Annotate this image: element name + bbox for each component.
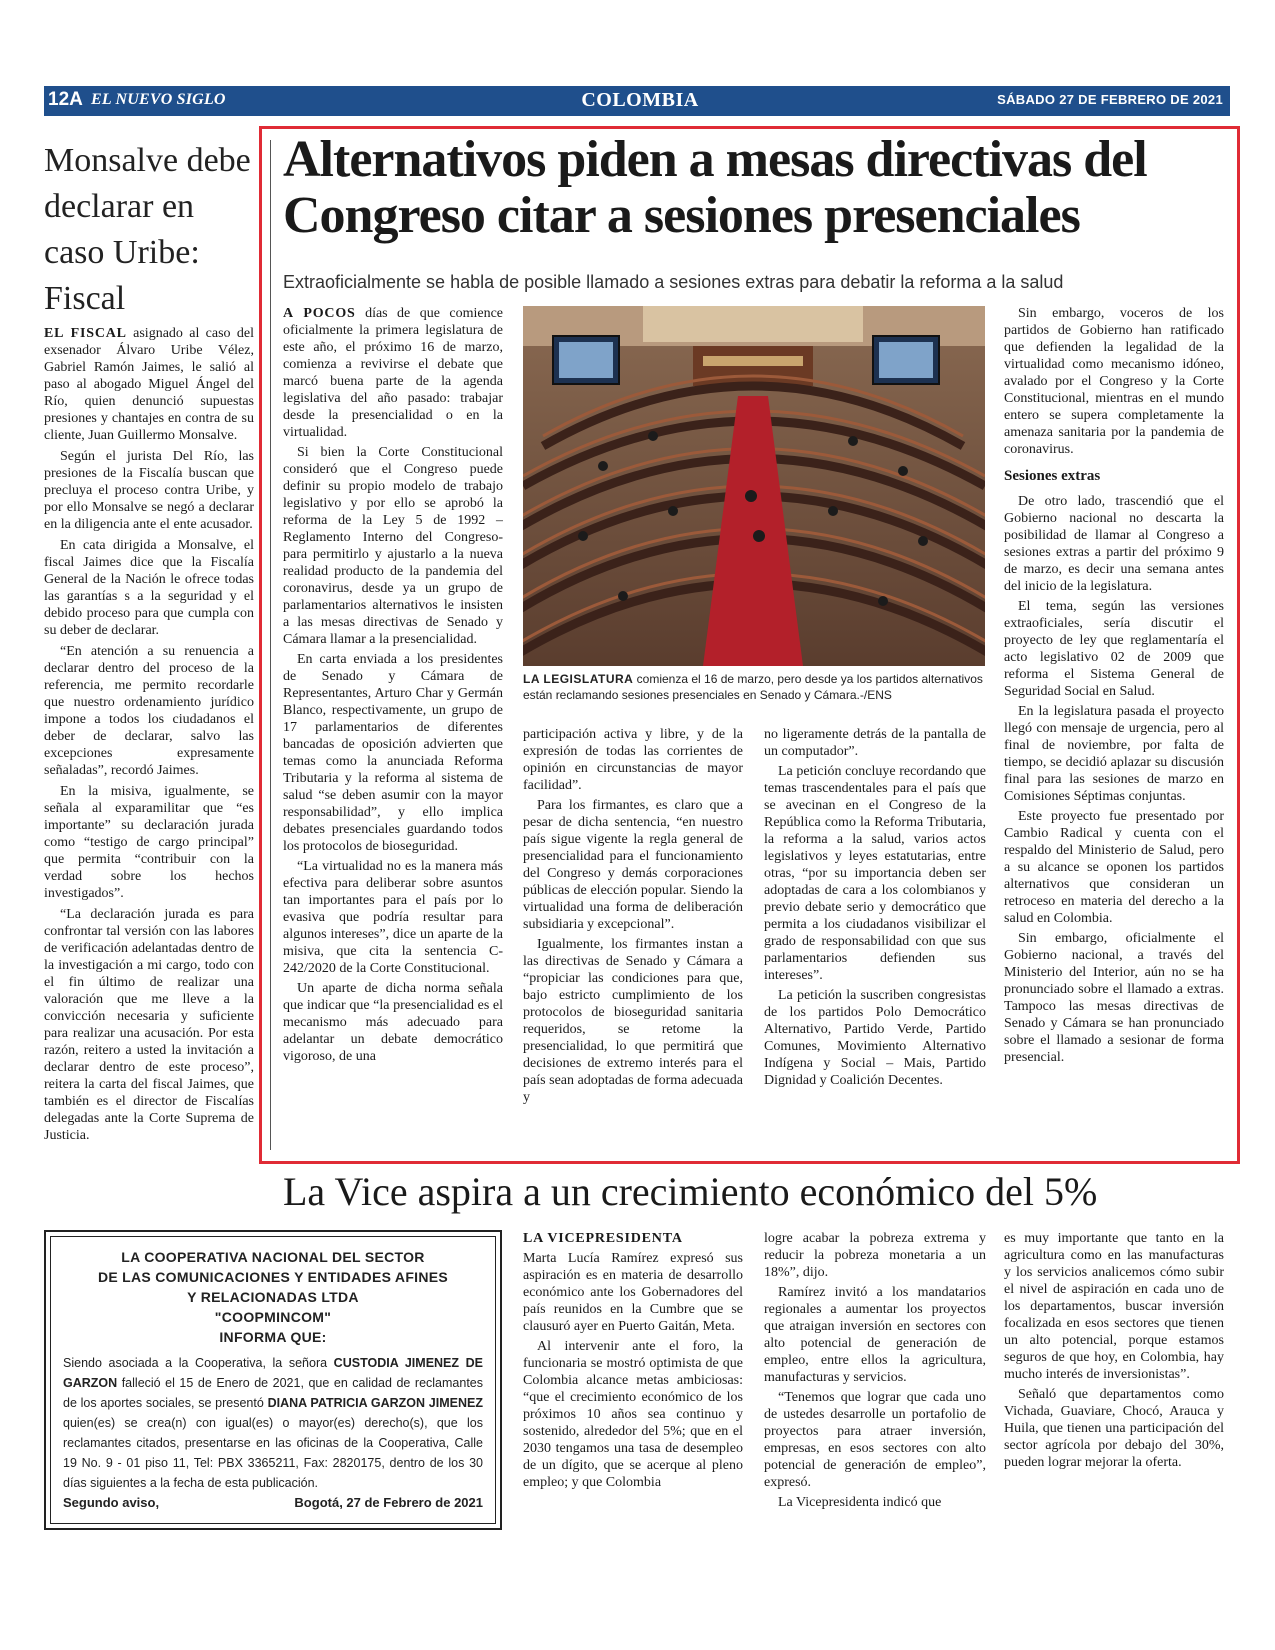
caption-text: comienza el 16 de marzo, pero desde ya los partidos alternativos están reclamando sesiones presenciales en Senado y Cámara.-/ENS <box>523 672 983 702</box>
main-lead: A POCOS <box>283 306 356 321</box>
sidebar-paragraph: “La declaración jurada es para confrontar tal versión con las labores de verificación adelantadas dentro de la investigación a mi cargo, todo con el fin último de realizar una valoración que me lleve a la convicción necesaria y suficiente para realizar una acusación. Por esta razón, reitero a usted la invitación a declarar dentro de este proceso”, reitera la carta del fiscal Jaimes, que también es el director de Fiscalías delegadas ante la Corte Suprema de Justicia. <box>44 907 254 1143</box>
article-paragraph: “Tenemos que lograr que cada uno de ustedes desarrolle un portafolio de proyectos para atraer inversión, empresas, en esos sectores con alto potencial de generación de empleo”, expresó. <box>764 1390 986 1490</box>
article-paragraph: En carta enviada a los presidentes de Senado y Cámara de Representantes, Arturo Char y Germán Blanco, respectivamente, un grupo de 17 parlamentarios de diferentes bancadas de oposición advierten que temas como la anunciada Reforma Tributaria y la reforma al sistema de salud “se deben asumir con la mayor responsabilidad”, y ello implica debates presenciales guardando todos los protocolos de bioseguridad. <box>283 652 503 854</box>
column-divider <box>270 140 271 1150</box>
notice-footer <box>63 1493 483 1513</box>
article-paragraph: Sin embargo, voceros de los partidos de Gobierno han ratificado que defienden la legalidad de la virtualidad como mecanismo idóneo, avalado por el Congreso y la Corte Constitucional, mientras en el mundo entero se supera completamente la amenaza sanitaria por la pandemia de coronavirus. <box>1004 306 1224 457</box>
notice-name: CUSTODIA JIMENEZ DE GARZON <box>63 1356 483 1390</box>
section-name: COLOMBIA <box>581 89 699 111</box>
notice-heading-line: "COOPMINCOM" <box>214 1309 332 1325</box>
notice-footer-right: Bogotá, 27 de Febrero de 2021 <box>294 1495 483 1510</box>
article-paragraph: participación activa y libre, y de la expresión de todas las corrientes de opinión en circunstancias de mayor facilidad”. <box>523 727 743 793</box>
sidebar-paragraph: En cata dirigida a Monsalve, el fiscal Jaimes dice que la Fiscalía General de la Nación le ofrece todas las garantías s a la seguridad y el debido proceso para que cumpla con su deber de declarar. <box>44 538 254 638</box>
article-paragraph: Un aparte de dicha norma señala que indicar que “la presencialidad es el mecanismo más adecuado para adelantar un debate democrático vigoroso, de una <box>283 981 503 1064</box>
notice-text: falleció el 15 de Enero de 2021, que en calidad de reclamantes de los aportes sociales, se presentó <box>63 1376 483 1410</box>
page-number: 12A <box>48 89 83 110</box>
article-paragraph: Para los firmantes, es claro que a pesar de dicha sentencia, “en nuestro país sigue vigente la regla general de presencialidad para el funcionamiento del Congreso y demás corporaciones públicas de elección popular. Siendo la virtualidad una forma de deliberación subsidiaria y excepcional”. <box>523 798 743 932</box>
main-subheadline: Extraoficialmente se habla de posible llamado a sesiones extras para debatir la reforma a la salud <box>283 272 1064 292</box>
vice-headline: La Vice aspira a un crecimiento económico del 5% <box>283 1169 1098 1214</box>
main-column-4 <box>1004 305 1224 1145</box>
notice-text: quien(es) se crea(n) con igual(es) o mayor(es) derecho(s), que los reclamantes citados, presentarse en las oficinas de la Cooperativa, Calle 19 No. 9 - 01 piso 11, Tel: PBX 3365211, Fax: 2820175, dentro de los 30 días siguientes a la fecha de esta publicación. <box>63 1416 483 1490</box>
vice-column-1 <box>523 1230 743 1550</box>
section-subheading: Sesiones extras <box>1004 468 1101 484</box>
article-paragraph: Sin embargo, oficialmente el Gobierno nacional, a través del Ministerio del Interior, aún no se ha pronunciado sobre el llamado a extras. Tampoco las mesas directivas de Senado y Cámara se han pronunciado sobre el llamado a sesionar de forma presencial. <box>1004 931 1224 1065</box>
sidebar-paragraph: “En atención a su renuencia a declarar dentro del proceso de la referencia, me permito recordarle que nuestro ordenamiento jurídico impone a todos los ciudadanos el deber de declarar, salvo las excepciones expresamente señaladas”, recordó Jaimes. <box>44 644 254 778</box>
sidebar-paragraph: En la misiva, igualmente, se señala al exparamilitar que “es importante” su declaración jurada como “testigo de cargo principal” que permita “contribuir con la verdad sobre los hechos investigados”. <box>44 784 254 901</box>
vice-lead: LA VICEPRESIDENTA <box>523 1231 683 1246</box>
sidebar-paragraph: Según el jurista Del Río, las presiones de la Fiscalía buscan que precluya el proceso contra Uribe, y por ello Monsalve se negó a declarar en la diligencia ante el ente acusador. <box>44 449 254 532</box>
congress-chamber-photo <box>523 306 985 666</box>
article-paragraph: no ligeramente detrás de la pantalla de un computador”. <box>764 727 986 759</box>
main-column-3 <box>764 726 986 1146</box>
article-paragraph: Señaló que departamentos como Vichada, Guaviare, Chocó, Arauca y Huila, que tienen una participación del sector agrícola por debajo del 30%, pueden lograr mejorar la oferta. <box>1004 1387 1224 1470</box>
vice-column-3 <box>1004 1230 1224 1550</box>
article-paragraph: La petición la suscriben congresistas de los partidos Polo Democrático Alternativo, Partido Verde, Partido Comunes, Movimiento Alternativo Indígena y Social – Mais, Partido Dignidad y Coalición Decentes. <box>764 988 986 1088</box>
vice-column-2 <box>764 1230 986 1550</box>
notice-heading-line: LA COOPERATIVA NACIONAL DEL SECTOR <box>121 1249 425 1265</box>
article-paragraph: La petición concluye recordando que temas trascendentales para el país que se avecinan en el Congreso de la República como la Reforma Tributaria, la reforma a la salud, varios actos legislativos y leyes estatutarias, entre otras, “por su importancia deben ser adoptadas de cara a los colombianos y previo debate serio y democrático que permita a los ciudadanos visibilizar el grado de responsabilidad con que sus parlamentarios defienden sus intereses”. <box>764 764 986 983</box>
article-paragraph: Si bien la Corte Constitucional consideró que el Congreso puede definir su propio modelo de trabajo legislativo y por ello se aprobó la reforma de la Ley 5 de 1992 –Reglamento Interno del Congreso- para permitirlo y ajustarlo a la nueva realidad producto de la pandemia del coronavirus, desde ya un grupo de parlamentarios alternativos le insisten a las mesas directivas de Senado y Cámara llamar a la presencialidad. <box>283 445 503 647</box>
photo-caption <box>523 671 985 703</box>
article-paragraph: Al intervenir ante el foro, la funcionaria se mostró optimista de que Colombia alcance metas ambiciosas: “que el crecimiento económico de los próximos 10 años sea continuo y sostenido, alrededor del 5%; que en el 2030 tengamos una tasa de desempleo de un dígito, que se acerque al pleno empleo; y que Colombia <box>523 1339 743 1490</box>
article-paragraph: Este proyecto fue presentado por Cambio Radical y cuenta con el respaldo del Ministerio de Salud, pero a su alcance se oponen los partidos alternativos que consideran un retroceso en materia del derecho a la salud en Colombia. <box>1004 809 1224 926</box>
notice-heading-line: Y RELACIONADAS LTDA <box>187 1289 359 1305</box>
notice-heading-line: DE LAS COMUNICACIONES Y ENTIDADES AFINES <box>97 1269 449 1285</box>
notice-footer-left: Segundo aviso, <box>63 1495 160 1510</box>
caption-lead: LA LEGISLATURA <box>523 672 634 686</box>
article-paragraph: Marta Lucía Ramírez expresó sus aspiración es en materia de desarrollo económico ante los Gobernadores del país reunidos en la Cumbre que se clausuró ayer en Puerto Gaitán, Meta. <box>523 1251 743 1334</box>
notice-body <box>63 1353 483 1493</box>
sidebar-lead: EL FISCAL <box>44 326 127 341</box>
article-paragraph: días de que comience oficialmente la primera legislatura de este año, el próximo 16 de marzo, comienza a revivirse el debate que marcó buena parte de la agenda legislativa del año pasado: trabajar desde la presencialidad o en la virtualidad. <box>283 306 503 440</box>
issue-date: SÁBADO 27 DE FEBRERO DE 2021 <box>997 92 1223 107</box>
sidebar-paragraph: asignado al caso del exsenador Álvaro Uribe Vélez, Gabriel Ramón Jaimes, le salió al paso al abogado Miguel Ángel del Río, quien denunció supuestas presiones y chantajes en contra de su cliente, Juan Guillermo Monsalve. <box>44 326 254 443</box>
article-paragraph: Igualmente, los firmantes instan a las directivas de Senado y Cámara a “propiciar las condiciones para que, bajo estricto cumplimiento de los protocolos de bioseguridad sanitaria requeridos, se retome la presencialidad, lo que permitirá que decisiones de extremo interés para el país sean adoptadas de forma adecuada y <box>523 937 743 1105</box>
main-column-2 <box>523 726 743 1146</box>
article-paragraph: logre acabar la pobreza extrema y reducir la pobreza monetaria a un 18%”, dijo. <box>764 1231 986 1280</box>
article-paragraph: En la legislatura pasada el proyecto llegó con mensaje de urgencia, pero al final de noviembre, por falta de tiempo, se decidió aplazar su discusión final para las sesiones de marzo en Comisiones Séptimas conjuntas. <box>1004 704 1224 804</box>
notice-heading-line: INFORMA QUE: <box>219 1329 327 1345</box>
article-paragraph: “La virtualidad no es la manera más efectiva para deliberar sobre asuntos tan importantes para el país por lo evasiva que podría resultar para algunos intereses”, dice un aparte de la misiva, que cita la sentencia C-242/2020 de la Corte Constitucional. <box>283 859 503 976</box>
article-paragraph: Ramírez invitó a los mandatarios regionales a aumentar los proyectos que atraigan inversión en sectores con alto potencial de generación de empleo, entre ellos la agricultura, manufacturas y servicios. <box>764 1285 986 1385</box>
article-paragraph: De otro lado, trascendió que el Gobierno nacional no descarta la posibilidad de llamar al Congreso a sesiones extras a partir del próximo 9 de marzo, es decir una semana antes del inicio de la legislatura. <box>1004 494 1224 594</box>
notice-text: Siendo asociada a la Cooperativa, la señora <box>63 1356 334 1370</box>
sidebar-headline: Monsalve debe declarar en caso Uribe: Fiscal <box>44 142 251 317</box>
main-headline: Alternativos piden a mesas directivas del Congreso citar a sesiones presenciales <box>283 131 1147 244</box>
main-column-1 <box>283 305 503 1145</box>
article-paragraph: La Vicepresidenta indicó que <box>778 1495 942 1510</box>
article-paragraph: El tema, según las versiones extraoficiales, sería discutir el proyecto de ley que reglamentaría el acto legislativo 02 de 2009 que reforma el Sistema General de Seguridad Social en Salud. <box>1004 599 1224 699</box>
legal-notice <box>50 1236 496 1524</box>
notice-name: DIANA PATRICIA GARZON JIMENEZ <box>267 1396 483 1410</box>
article-paragraph: es muy importante que tanto en la agricultura como en las manufacturas y los servicios analicemos cómo subir el nivel de aspiración en cada uno de los departamentos, buscar inversión focalizada en esos sectores que tienen un alto potencial, porque estamos seguros de que hoy, en Colombia, hay mucho interés de inversionistas”. <box>1004 1231 1224 1382</box>
newspaper-name: EL NUEVO SIGLO <box>91 91 226 108</box>
sidebar-body <box>44 325 254 1215</box>
